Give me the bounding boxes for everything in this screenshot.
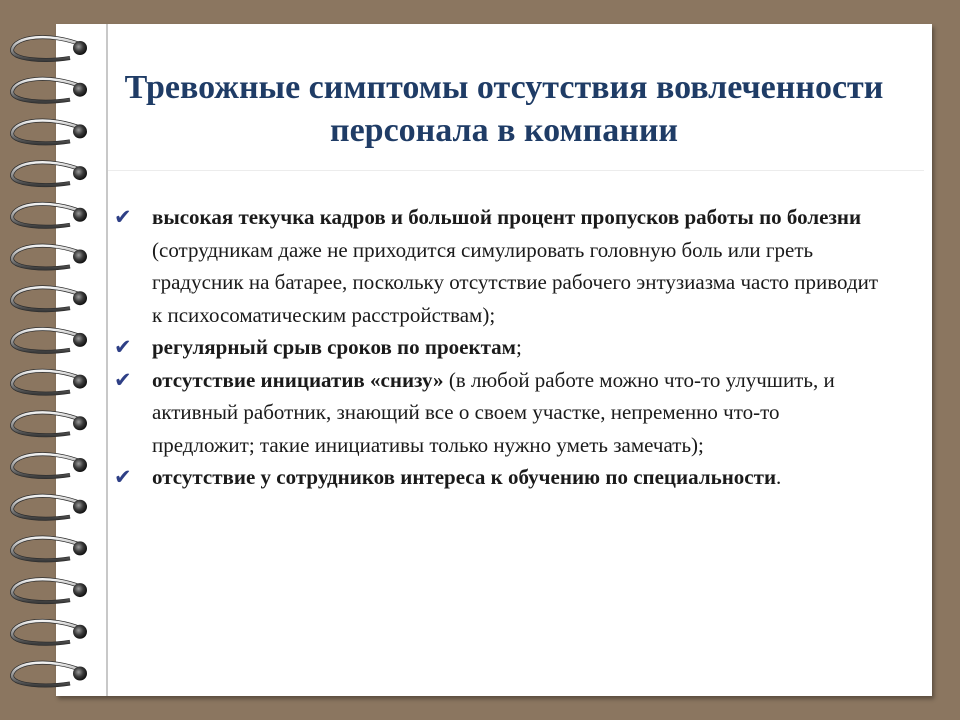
list-item bbox=[114, 364, 884, 462]
list-item bbox=[114, 461, 884, 494]
list-item bbox=[114, 331, 884, 364]
item-text: . bbox=[776, 465, 782, 489]
item-bold-text: регулярный срыв сроков по проектам bbox=[152, 335, 516, 359]
symptom-list bbox=[114, 201, 884, 494]
slide-title: Тревожные симптомы отсутствия вовлеченности персонала в компании bbox=[124, 69, 884, 149]
list-item bbox=[114, 201, 884, 331]
check-mark-icon: ✔ bbox=[114, 335, 132, 359]
item-bold-text: отсутствие у сотрудников интереса к обучению по специальности bbox=[152, 465, 777, 489]
check-mark-icon: ✔ bbox=[114, 205, 132, 229]
item-text: (сотрудникам даже не приходится симулировать головную боль или греть градусник на батарее, поскольку отсутствие рабочего энтузиазма часто приводит к психосоматическим расстройствам); bbox=[152, 237, 879, 327]
item-bold-text: высокая текучка кадров и большой процент пропусков работы по болезни bbox=[152, 205, 862, 229]
item-text: ; bbox=[515, 335, 522, 359]
title-divider bbox=[108, 170, 924, 171]
check-mark-icon: ✔ bbox=[114, 465, 132, 489]
page-margin-line bbox=[106, 24, 108, 696]
item-text: (в любой работе можно что-то улучшить, и активный работник, знающий все о своем участке, непременно что-то предложит; такие инициативы только нужно уметь замечать); bbox=[152, 367, 835, 457]
notebook-page bbox=[56, 24, 932, 696]
item-bold-text: отсутствие инициатив «снизу» bbox=[152, 367, 444, 392]
check-mark-icon: ✔ bbox=[114, 367, 132, 392]
